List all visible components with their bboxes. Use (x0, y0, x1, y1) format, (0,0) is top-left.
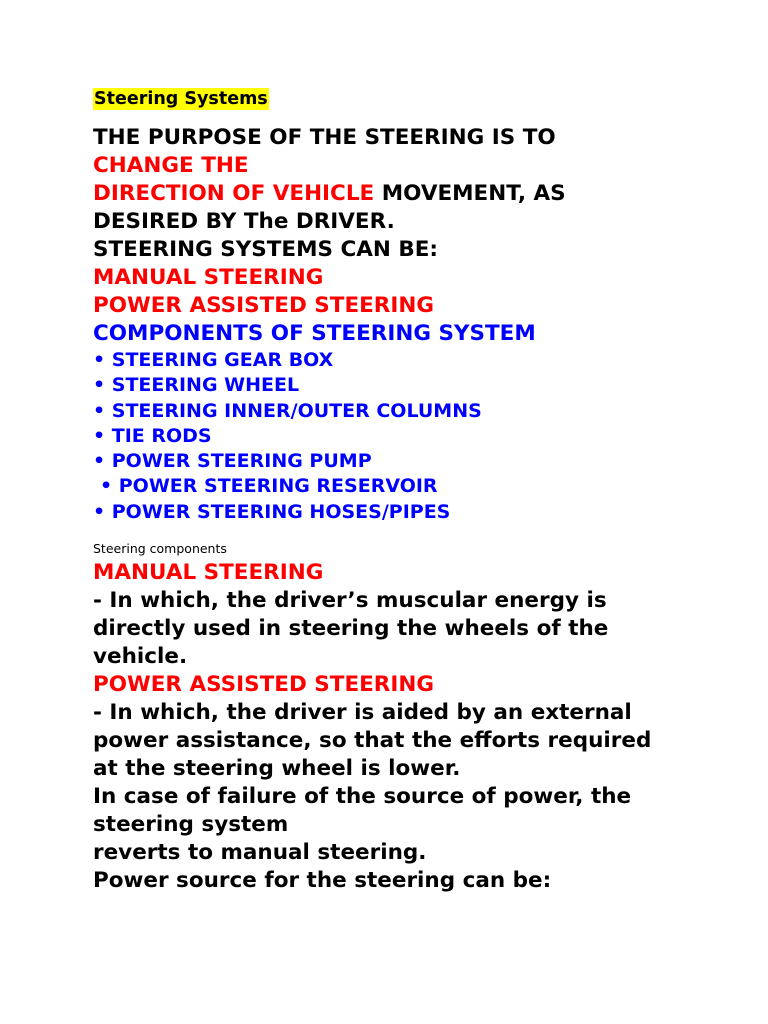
power-line: steering system (93, 812, 289, 838)
purpose-line-2: CHANGE THE (93, 153, 249, 178)
power-line: reverts to manual steering. (93, 840, 427, 866)
purpose-line-1: THE PURPOSE OF THE STEERING IS TO (93, 125, 556, 150)
power-title: POWER ASSISTED STEERING (93, 672, 435, 698)
image-caption: Steering components (93, 541, 227, 557)
manual-title: MANUAL STEERING (93, 560, 324, 586)
document-page (93, 88, 753, 895)
power-line: - In which, the driver is aided by an external (93, 700, 632, 726)
list-item: • POWER STEERING PUMP (93, 450, 372, 473)
list-item: • STEERING INNER/OUTER COLUMNS (93, 399, 482, 422)
manual-line: vehicle. (93, 644, 188, 670)
power-line: In case of failure of the source of power, the (93, 784, 632, 810)
power-line: power assistance, so that the efforts required (93, 728, 652, 754)
list-item: • POWER STEERING RESERVOIR (100, 475, 438, 498)
purpose-line-5: STEERING SYSTEMS CAN BE: (93, 237, 439, 262)
list-item: • STEERING GEAR BOX (93, 349, 334, 371)
power-line: Power source for the steering can be: (93, 868, 552, 894)
type-power-assisted: POWER ASSISTED STEERING (93, 293, 435, 318)
purpose-line-3-rest: MOVEMENT, AS (374, 181, 566, 206)
type-manual: MANUAL STEERING (93, 265, 324, 290)
purpose-line-4: DESIRED BY The DRIVER. (93, 209, 395, 234)
components-heading: COMPONENTS OF STEERING SYSTEM (93, 321, 536, 346)
list-item: • STEERING WHEEL (93, 374, 300, 397)
power-line: at the steering wheel is lower. (93, 756, 461, 782)
manual-line: directly used in steering the wheels of the (93, 616, 609, 642)
components-list (93, 348, 753, 525)
list-item: • TIE RODS (93, 424, 212, 447)
purpose-line-3 (93, 180, 753, 208)
list-item: • POWER STEERING HOSES/PIPES (93, 500, 451, 523)
purpose-line-3-red: DIRECTION OF VEHICLE (93, 181, 375, 206)
manual-line: - In which, the driver’s muscular energy is (93, 588, 607, 614)
document-heading: Steering Systems (94, 89, 268, 109)
